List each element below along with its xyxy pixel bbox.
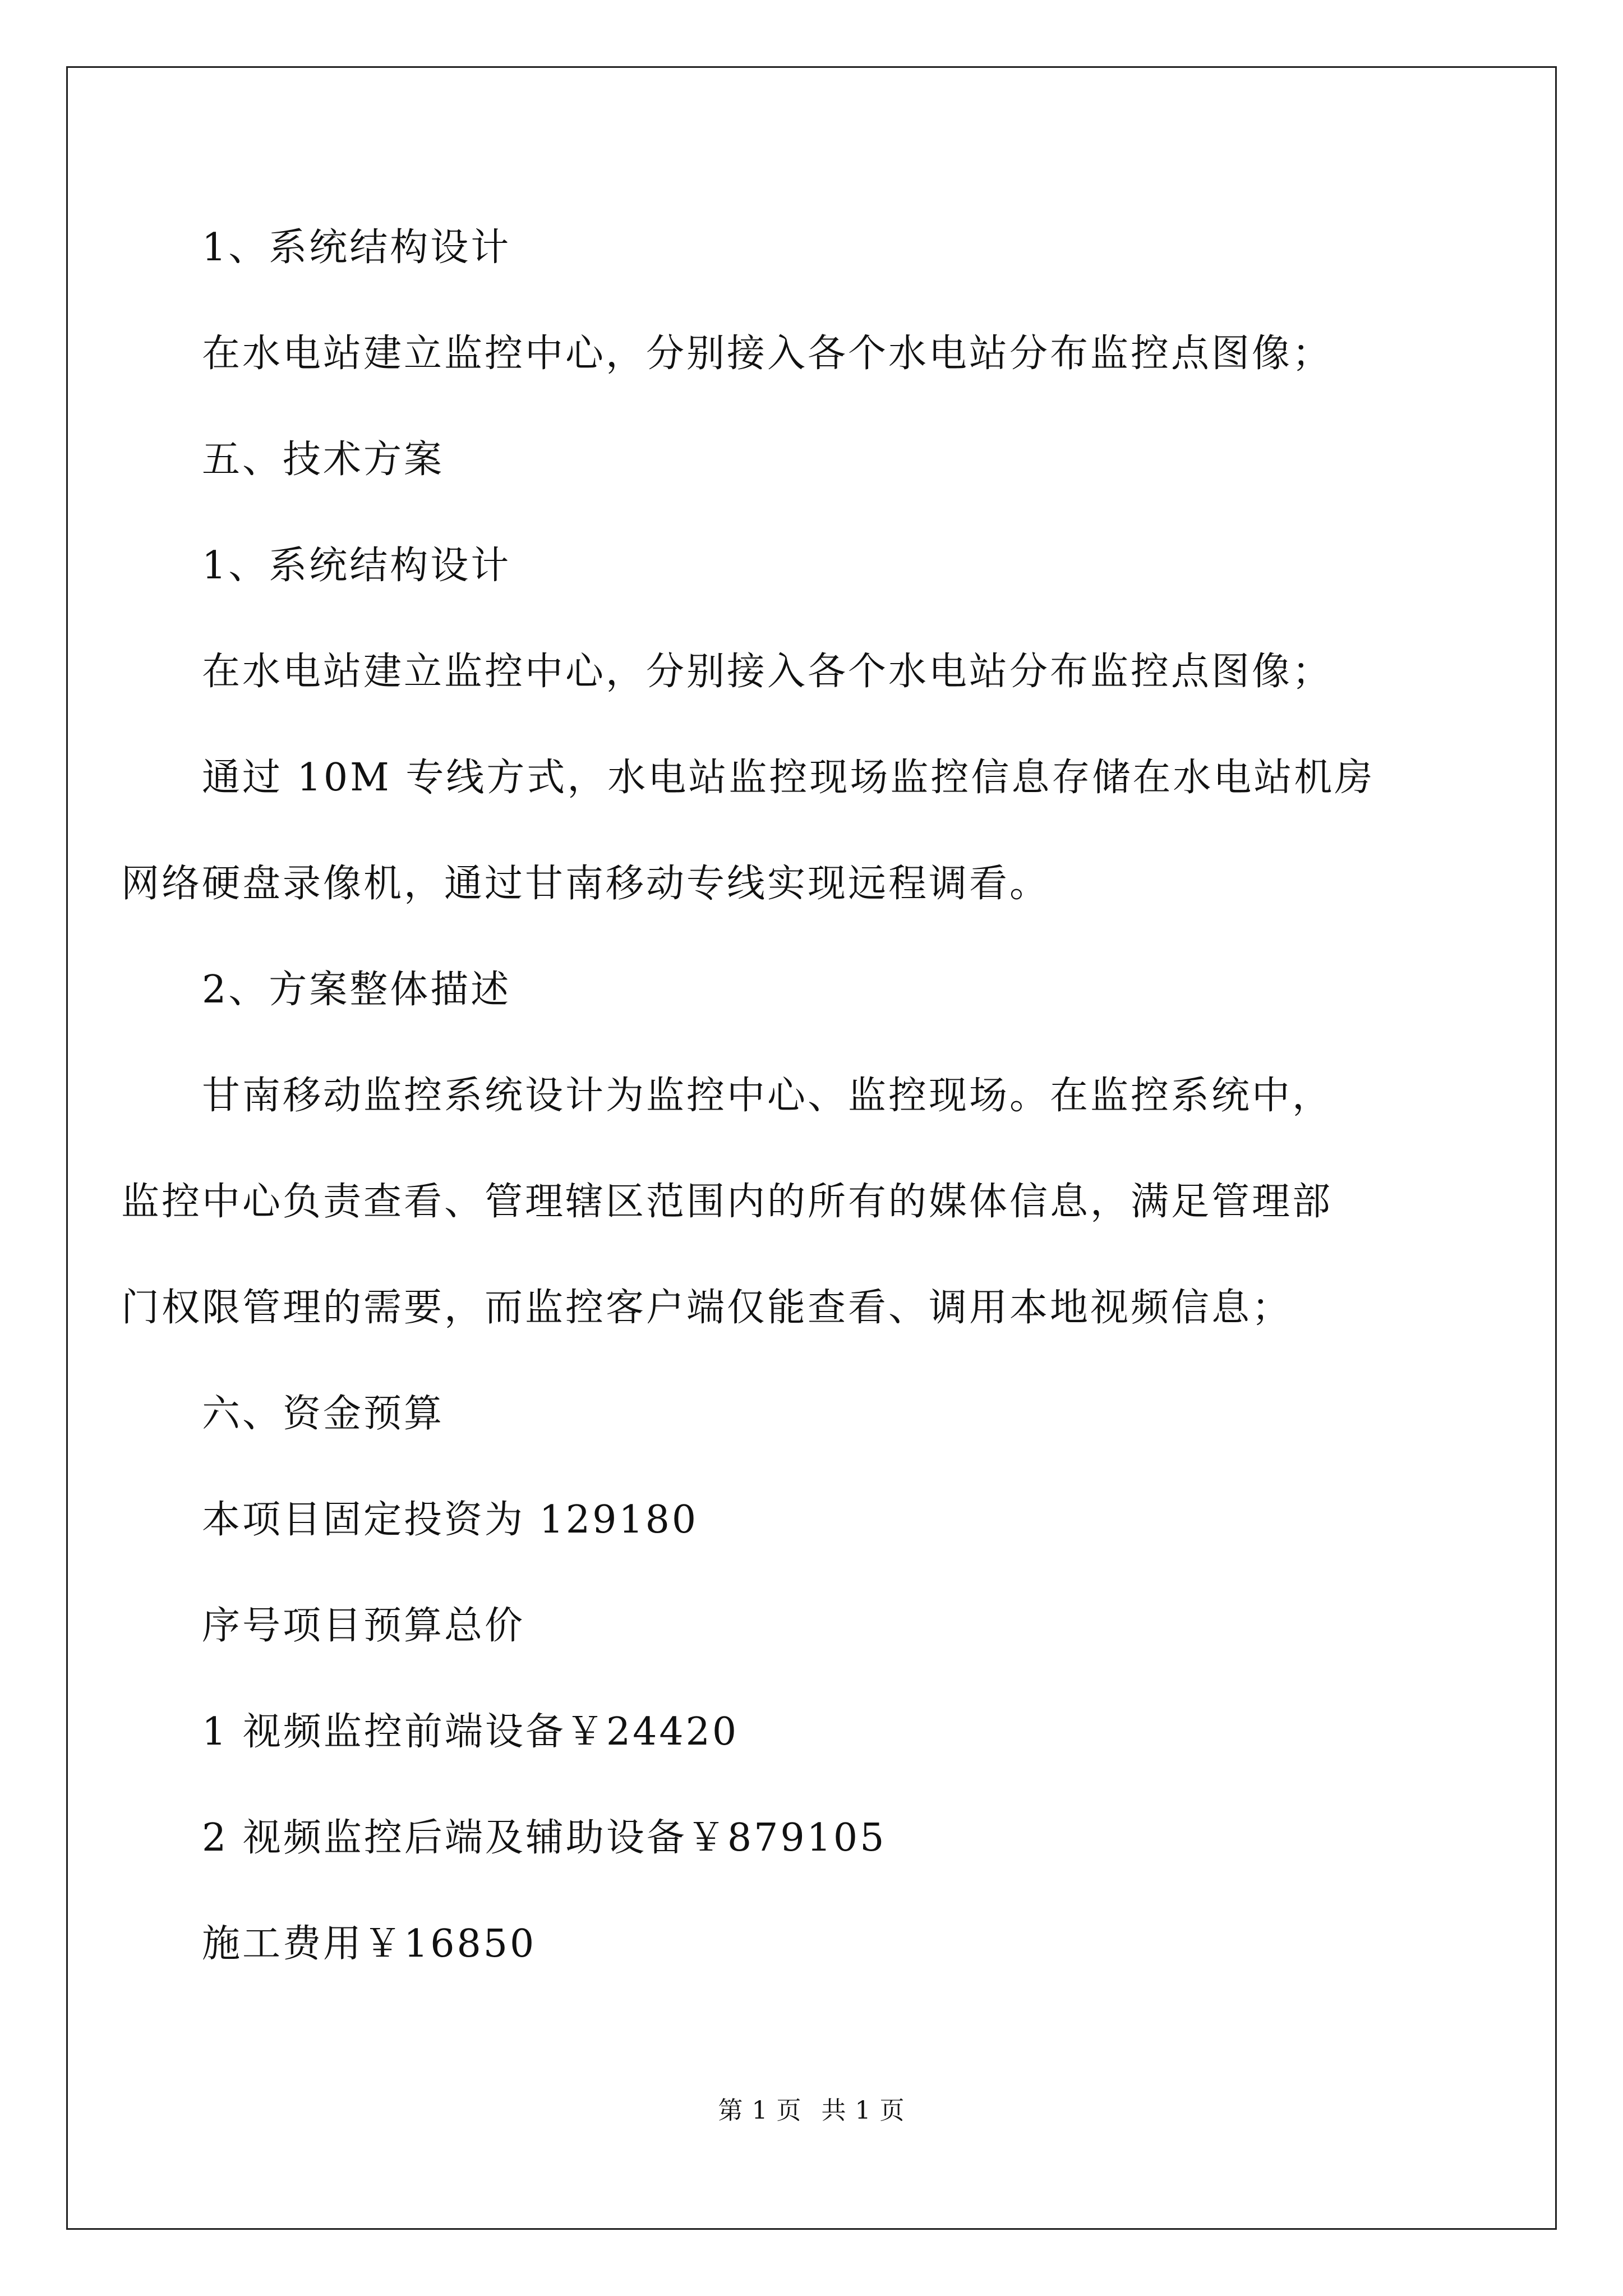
paragraph-system-design: 甘南移动监控系统设计为监控中心、监控现场。在监控系统中， bbox=[202, 1074, 1333, 1118]
footer-page-number: 第 1 页 bbox=[718, 2096, 802, 2125]
budget-item-construction: 施工费用￥16850 bbox=[202, 1922, 537, 1966]
heading-system-structure-1: 1、系统结构设计 bbox=[202, 226, 511, 270]
paragraph-monitoring-center-2: 在水电站建立监控中心，分别接入各个水电站分布监控点图像； bbox=[202, 650, 1333, 694]
heading-budget: 六、资金预算 bbox=[202, 1392, 445, 1436]
paragraph-monitoring-center-1: 在水电站建立监控中心，分别接入各个水电站分布监控点图像； bbox=[202, 332, 1333, 376]
paragraph-dedicated-line-cont: 网络硬盘录像机，通过甘南移动专线实现远程调看。 bbox=[121, 862, 1050, 906]
paragraph-system-design-cont-1: 监控中心负责查看、管理辖区范围内的所有的媒体信息，满足管理部 bbox=[121, 1180, 1333, 1224]
budget-item-front-end: 1 视频监控前端设备￥24420 bbox=[202, 1710, 739, 1754]
paragraph-system-design-cont-2: 门权限管理的需要，而监控客户端仅能查看、调用本地视频信息； bbox=[121, 1286, 1293, 1330]
document-body bbox=[121, 222, 1424, 1971]
budget-item-back-end: 2 视频监控后端及辅助设备￥879105 bbox=[202, 1816, 887, 1860]
paragraph-fixed-investment: 本项目固定投资为 129180 bbox=[202, 1498, 699, 1542]
heading-overall-description: 2、方案整体描述 bbox=[202, 968, 511, 1012]
heading-system-structure-2: 1、系统结构设计 bbox=[202, 544, 511, 588]
page-footer bbox=[0, 2094, 1623, 2128]
footer-total-pages: 共 1 页 bbox=[821, 2096, 905, 2125]
paragraph-dedicated-line: 通过 10M 专线方式，水电站监控现场监控信息存储在水电站机房 bbox=[202, 756, 1375, 800]
heading-technical-plan: 五、技术方案 bbox=[202, 438, 445, 482]
budget-table-header: 序号项目预算总价 bbox=[202, 1604, 525, 1648]
